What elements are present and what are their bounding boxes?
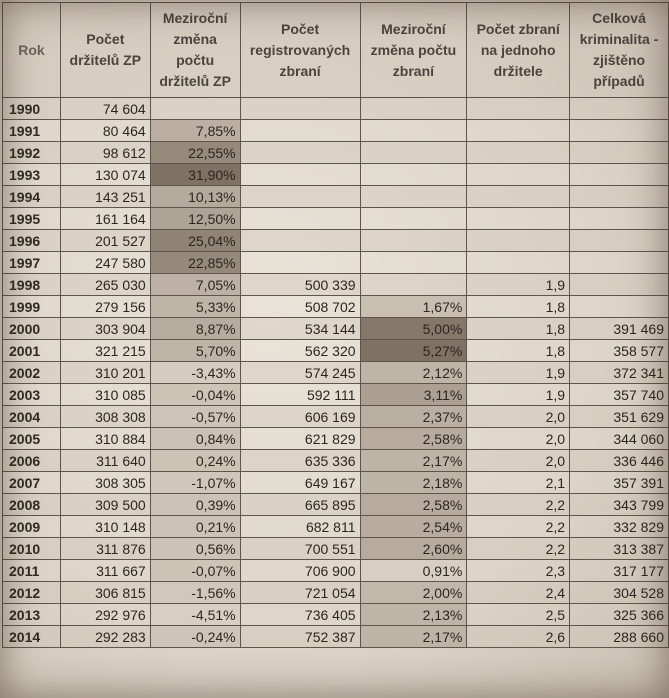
year-cell: 1998	[3, 274, 61, 296]
holders-cell: 311 876	[60, 538, 150, 560]
weapons-change-cell: 5,00%	[360, 318, 467, 340]
year-cell: 2013	[3, 604, 61, 626]
holders-change-cell: 0,24%	[150, 450, 240, 472]
weapons-change-cell: 0,91%	[360, 560, 467, 582]
table-row	[3, 318, 669, 340]
weapons-cell	[240, 164, 360, 186]
table-row	[3, 208, 669, 230]
table-row	[3, 516, 669, 538]
crime-cell: 325 366	[570, 604, 669, 626]
holders-cell: 308 308	[60, 406, 150, 428]
year-cell: 2008	[3, 494, 61, 516]
holders-cell: 311 640	[60, 450, 150, 472]
year-cell: 2002	[3, 362, 61, 384]
per-holder-cell: 1,9	[467, 274, 570, 296]
table-row	[3, 230, 669, 252]
holders-cell: 306 815	[60, 582, 150, 604]
table-row	[3, 560, 669, 582]
weapons-change-cell	[360, 98, 467, 120]
holders-cell: 309 500	[60, 494, 150, 516]
holders-cell: 292 283	[60, 626, 150, 648]
weapons-change-cell: 1,67%	[360, 296, 467, 318]
per-holder-cell	[467, 164, 570, 186]
crime-cell: 344 060	[570, 428, 669, 450]
crime-cell: 288 660	[570, 626, 669, 648]
holders-change-cell	[150, 98, 240, 120]
weapons-change-cell: 5,27%	[360, 340, 467, 362]
header-weapons-change: Meziroční změna počtu zbraní	[360, 3, 467, 98]
holders-cell: 308 305	[60, 472, 150, 494]
per-holder-cell	[467, 230, 570, 252]
crime-cell: 317 177	[570, 560, 669, 582]
holders-cell: 321 215	[60, 340, 150, 362]
table-row	[3, 472, 669, 494]
holders-change-cell: 12,50%	[150, 208, 240, 230]
crime-cell: 332 829	[570, 516, 669, 538]
holders-cell: 292 976	[60, 604, 150, 626]
per-holder-cell: 1,8	[467, 296, 570, 318]
header-weapons: Počet registrovaných zbraní	[240, 3, 360, 98]
table-row	[3, 120, 669, 142]
year-cell: 2014	[3, 626, 61, 648]
weapons-change-cell: 2,00%	[360, 582, 467, 604]
weapons-cell: 752 387	[240, 626, 360, 648]
year-cell: 2007	[3, 472, 61, 494]
weapons-cell: 500 339	[240, 274, 360, 296]
per-holder-cell	[467, 142, 570, 164]
weapons-cell	[240, 252, 360, 274]
weapons-cell	[240, 230, 360, 252]
weapons-cell	[240, 186, 360, 208]
holders-cell: 98 612	[60, 142, 150, 164]
holders-cell: 201 527	[60, 230, 150, 252]
per-holder-cell: 2,2	[467, 494, 570, 516]
holders-change-cell: -3,43%	[150, 362, 240, 384]
weapons-cell: 562 320	[240, 340, 360, 362]
holders-cell: 310 201	[60, 362, 150, 384]
holders-change-cell: 22,85%	[150, 252, 240, 274]
holders-change-cell: 10,13%	[150, 186, 240, 208]
weapons-cell: 721 054	[240, 582, 360, 604]
table-row	[3, 582, 669, 604]
crime-cell: 313 387	[570, 538, 669, 560]
table-row	[3, 626, 669, 648]
holders-change-cell: -0,07%	[150, 560, 240, 582]
crime-cell	[570, 274, 669, 296]
weapons-change-cell	[360, 142, 467, 164]
per-holder-cell: 2,2	[467, 538, 570, 560]
per-holder-cell	[467, 120, 570, 142]
crime-cell	[570, 120, 669, 142]
crime-cell: 357 391	[570, 472, 669, 494]
weapons-cell	[240, 208, 360, 230]
per-holder-cell	[467, 186, 570, 208]
year-cell: 1992	[3, 142, 61, 164]
weapons-change-cell	[360, 120, 467, 142]
weapons-change-cell: 2,58%	[360, 494, 467, 516]
table-row	[3, 186, 669, 208]
per-holder-cell: 2,5	[467, 604, 570, 626]
weapons-cell: 635 336	[240, 450, 360, 472]
header-crime: Celková kriminalita - zjištěno případů	[570, 3, 669, 98]
holders-cell: 80 464	[60, 120, 150, 142]
holders-change-cell: 7,05%	[150, 274, 240, 296]
year-cell: 1990	[3, 98, 61, 120]
holders-change-cell: 5,33%	[150, 296, 240, 318]
crime-cell	[570, 252, 669, 274]
year-cell: 2012	[3, 582, 61, 604]
weapons-change-cell	[360, 186, 467, 208]
weapons-cell: 592 111	[240, 384, 360, 406]
year-cell: 2000	[3, 318, 61, 340]
header-weapons-per-holder: Počet zbraní na jednoho držitele	[467, 3, 570, 98]
per-holder-cell: 1,8	[467, 318, 570, 340]
weapons-change-cell	[360, 274, 467, 296]
holders-change-cell: 0,39%	[150, 494, 240, 516]
per-holder-cell	[467, 98, 570, 120]
table-row	[3, 340, 669, 362]
weapons-cell: 649 167	[240, 472, 360, 494]
weapons-cell	[240, 142, 360, 164]
year-cell: 1997	[3, 252, 61, 274]
crime-cell	[570, 208, 669, 230]
table-row	[3, 406, 669, 428]
holders-change-cell: 5,70%	[150, 340, 240, 362]
weapons-change-cell: 2,18%	[360, 472, 467, 494]
weapons-change-cell	[360, 164, 467, 186]
per-holder-cell: 2,0	[467, 450, 570, 472]
per-holder-cell: 2,1	[467, 472, 570, 494]
weapons-change-cell: 2,17%	[360, 626, 467, 648]
crime-cell	[570, 296, 669, 318]
holders-change-cell: -1,07%	[150, 472, 240, 494]
weapons-change-cell: 2,58%	[360, 428, 467, 450]
year-cell: 1991	[3, 120, 61, 142]
holders-cell: 247 580	[60, 252, 150, 274]
holders-cell: 279 156	[60, 296, 150, 318]
holders-change-cell: 31,90%	[150, 164, 240, 186]
crime-cell: 391 469	[570, 318, 669, 340]
table-row	[3, 164, 669, 186]
weapons-change-cell: 2,54%	[360, 516, 467, 538]
per-holder-cell	[467, 252, 570, 274]
year-cell: 1995	[3, 208, 61, 230]
table-row	[3, 538, 669, 560]
weapons-cell: 706 900	[240, 560, 360, 582]
header-year: Rok	[3, 3, 61, 98]
header-holders: Počet držitelů ZP	[60, 3, 150, 98]
header-row	[3, 3, 669, 98]
weapons-change-cell: 2,60%	[360, 538, 467, 560]
holders-change-cell: 25,04%	[150, 230, 240, 252]
table-row	[3, 252, 669, 274]
holders-change-cell: -1,56%	[150, 582, 240, 604]
holders-cell: 143 251	[60, 186, 150, 208]
table-row	[3, 384, 669, 406]
holders-cell: 74 604	[60, 98, 150, 120]
weapons-cell: 574 245	[240, 362, 360, 384]
holders-change-cell: 22,55%	[150, 142, 240, 164]
weapons-change-cell: 3,11%	[360, 384, 467, 406]
crime-cell: 358 577	[570, 340, 669, 362]
weapons-change-cell	[360, 208, 467, 230]
holders-cell: 303 904	[60, 318, 150, 340]
crime-cell	[570, 98, 669, 120]
crime-cell: 304 528	[570, 582, 669, 604]
holders-change-cell: -4,51%	[150, 604, 240, 626]
holders-cell: 311 667	[60, 560, 150, 582]
holders-cell: 265 030	[60, 274, 150, 296]
crime-cell	[570, 164, 669, 186]
holders-change-cell: -0,04%	[150, 384, 240, 406]
holders-cell: 130 074	[60, 164, 150, 186]
per-holder-cell: 1,9	[467, 362, 570, 384]
year-cell: 2003	[3, 384, 61, 406]
year-cell: 2004	[3, 406, 61, 428]
per-holder-cell: 2,2	[467, 516, 570, 538]
crime-cell: 372 341	[570, 362, 669, 384]
holders-cell: 310 884	[60, 428, 150, 450]
holders-change-cell: 0,21%	[150, 516, 240, 538]
per-holder-cell: 2,0	[467, 406, 570, 428]
table-row	[3, 98, 669, 120]
header-holders-change: Meziroční změna počtu držitelů ZP	[150, 3, 240, 98]
data-table	[2, 2, 669, 648]
per-holder-cell: 2,3	[467, 560, 570, 582]
year-cell: 1996	[3, 230, 61, 252]
holders-change-cell: 0,84%	[150, 428, 240, 450]
table-row	[3, 604, 669, 626]
per-holder-cell: 2,4	[467, 582, 570, 604]
crime-cell: 343 799	[570, 494, 669, 516]
per-holder-cell: 1,8	[467, 340, 570, 362]
weapons-cell: 508 702	[240, 296, 360, 318]
crime-cell: 336 446	[570, 450, 669, 472]
year-cell: 2010	[3, 538, 61, 560]
per-holder-cell: 1,9	[467, 384, 570, 406]
weapons-cell	[240, 120, 360, 142]
weapons-cell: 621 829	[240, 428, 360, 450]
table-row	[3, 450, 669, 472]
weapons-cell	[240, 98, 360, 120]
crime-cell	[570, 230, 669, 252]
per-holder-cell: 2,0	[467, 428, 570, 450]
holders-change-cell: 8,87%	[150, 318, 240, 340]
weapons-cell: 700 551	[240, 538, 360, 560]
table-row	[3, 274, 669, 296]
year-cell: 2006	[3, 450, 61, 472]
weapons-change-cell: 2,12%	[360, 362, 467, 384]
table-row	[3, 296, 669, 318]
holders-cell: 310 085	[60, 384, 150, 406]
crime-cell: 351 629	[570, 406, 669, 428]
weapons-change-cell: 2,13%	[360, 604, 467, 626]
year-cell: 2009	[3, 516, 61, 538]
year-cell: 1994	[3, 186, 61, 208]
table-row	[3, 142, 669, 164]
crime-cell	[570, 186, 669, 208]
table-row	[3, 428, 669, 450]
holders-change-cell: -0,57%	[150, 406, 240, 428]
holders-change-cell: -0,24%	[150, 626, 240, 648]
weapons-change-cell	[360, 230, 467, 252]
holders-change-cell: 7,85%	[150, 120, 240, 142]
crime-cell	[570, 142, 669, 164]
table-row	[3, 494, 669, 516]
weapons-change-cell	[360, 252, 467, 274]
holders-change-cell: 0,56%	[150, 538, 240, 560]
year-cell: 2011	[3, 560, 61, 582]
weapons-cell: 736 405	[240, 604, 360, 626]
year-cell: 1993	[3, 164, 61, 186]
weapons-cell: 606 169	[240, 406, 360, 428]
holders-cell: 310 148	[60, 516, 150, 538]
year-cell: 2005	[3, 428, 61, 450]
per-holder-cell	[467, 208, 570, 230]
year-cell: 1999	[3, 296, 61, 318]
weapons-cell: 682 811	[240, 516, 360, 538]
weapons-change-cell: 2,37%	[360, 406, 467, 428]
year-cell: 2001	[3, 340, 61, 362]
weapons-cell: 665 895	[240, 494, 360, 516]
crime-cell: 357 740	[570, 384, 669, 406]
table-row	[3, 362, 669, 384]
weapons-change-cell: 2,17%	[360, 450, 467, 472]
weapons-cell: 534 144	[240, 318, 360, 340]
holders-cell: 161 164	[60, 208, 150, 230]
per-holder-cell: 2,6	[467, 626, 570, 648]
